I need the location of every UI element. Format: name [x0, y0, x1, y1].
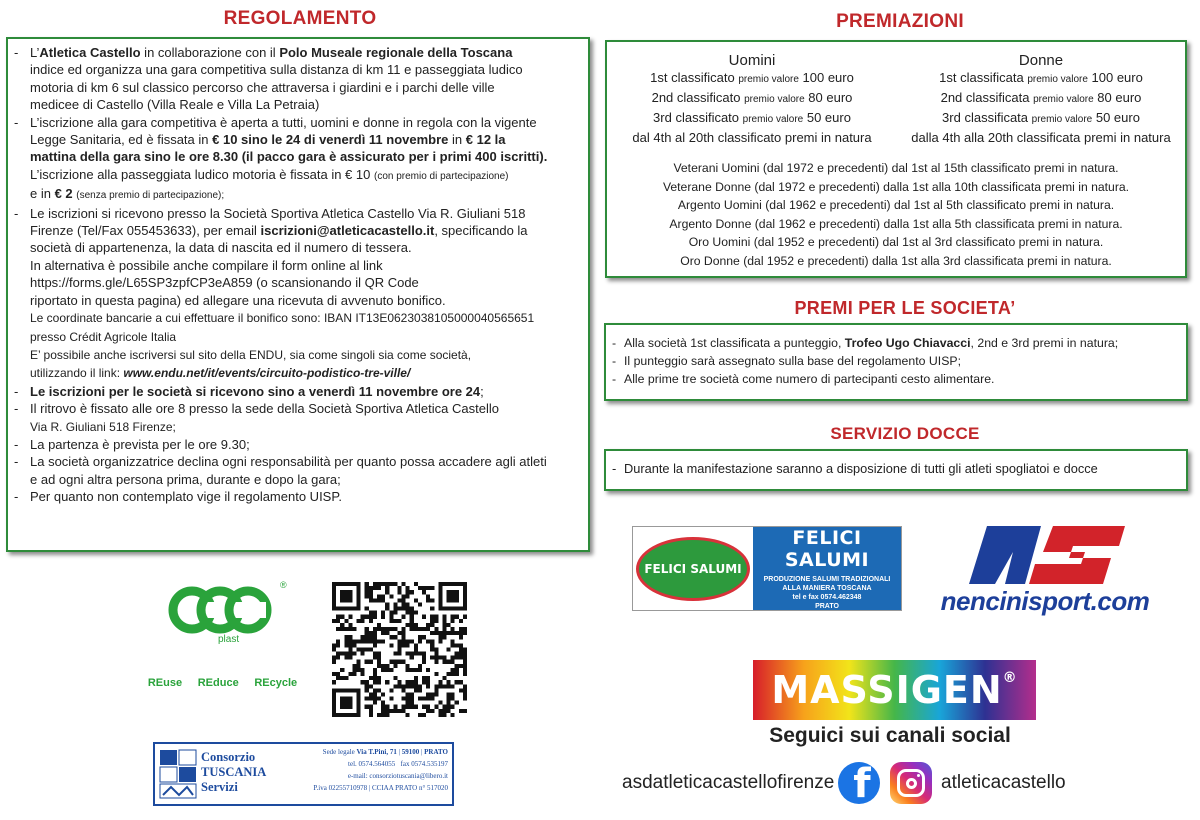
consorzio-cap: 59100 [401, 748, 420, 756]
regolamento-line [30, 205, 588, 222]
text-segment: 100 euro [1087, 70, 1143, 85]
text-segment: , specificando la [434, 223, 528, 239]
text-segment: 3rd classificato [653, 110, 743, 125]
nencini-mark-text [925, 522, 926, 523]
felici-oval-area [633, 527, 753, 610]
regolamento-item [8, 44, 588, 114]
text-segment: (senza premio di partecipazione); [76, 190, 225, 202]
text-segment: (con premio di partecipazione) [373, 170, 509, 182]
docce-box [604, 449, 1188, 491]
regolamento-item [8, 488, 588, 505]
consorzio-email: e-mail: consorziotuscania@libero.it [347, 772, 448, 780]
categoria-row: Veterani Uomini (dal 1972 e precedenti) dal 1st al 15th classificato premi in natura. [673, 161, 1119, 175]
text-segment: 2nd classificato [651, 90, 745, 105]
qr-code[interactable] [332, 582, 467, 717]
text-segment: società di appartenenza, la data di nascita ed il numero di tessera. [30, 240, 412, 256]
regolamento-item [8, 383, 588, 400]
text-segment: www.endu.net/it/events/circuito-podistico-tre-ville/ [123, 366, 411, 381]
felici-line-1: PRODUZIONE SALUMI TRADIZIONALI [763, 575, 891, 583]
text-segment: Per quanto non contemplato vige il regolamento UISP. [30, 489, 342, 505]
regolamento-line [30, 148, 588, 165]
text-segment: 3rd classificata [942, 110, 1032, 125]
categorie-list [607, 159, 1185, 270]
text-segment: utilizzando il link: [30, 366, 124, 381]
text-segment: in collaborazione con il [140, 45, 280, 60]
donne-award-row [897, 129, 1185, 147]
felici-line-2: ALLA MANIERA TOSCANA [782, 584, 872, 592]
regolamento-line [30, 418, 588, 436]
text-segment: dalla 4th alla 20th classificata premi in natura [911, 130, 1171, 145]
text-segment: 80 euro [1093, 90, 1142, 105]
text-segment: e ad ogni altra persona prima, durante e dopo la gara; [30, 471, 341, 487]
text-segment: ; [480, 383, 484, 399]
instagram-icon[interactable] [890, 762, 932, 804]
docce-text: - Durante la manifestazione saranno a disposizione di tutti gli atleti spogliatoi e docce [606, 460, 1186, 478]
nencini-logo [925, 522, 1165, 618]
uomini-award-row [607, 69, 897, 89]
text-segment: Alle prime tre società come numero di partecipanti cesto alimentare. [624, 372, 995, 386]
donne-award-row [897, 109, 1185, 129]
consorzio-mark [155, 744, 201, 804]
docce-title: SERVIZIO DOCCE [830, 424, 980, 443]
text-segment: dal 4th al 20th classificato premi in natura [632, 130, 872, 145]
regolamento-line [30, 383, 588, 400]
regolamento-title: REGOLAMENTO [223, 8, 377, 29]
uomini-column [607, 52, 897, 147]
regolamento-line [30, 222, 588, 239]
text-segment: In alternativa è possibile anche compilare il form online al link [30, 257, 383, 273]
felici-tel: tel e fax 0574.462348 [792, 593, 862, 601]
text-segment: e in [30, 186, 55, 202]
consorzio-name [201, 744, 301, 804]
text-segment: 50 euro [803, 110, 851, 125]
felici-name: FELICI SALUMI [784, 526, 870, 571]
text-segment: in [448, 132, 466, 148]
text-segment: Le coordinate bancarie a cui effettuare il bonifico sono: IBAN IT13E0623038105000040565651 [30, 311, 535, 326]
premiazioni-title: PREMIAZIONI [836, 11, 964, 32]
regolamento-line [30, 44, 588, 61]
text-segment: premio valore [742, 114, 804, 125]
consorzio-cciaa: CCIAA PRATO n° 517020 [372, 784, 448, 792]
text-segment: 2nd classificata [940, 90, 1034, 105]
text-segment: Le iscrizioni per le società si ricevono sino a venerdì 11 novembre ore 24 [30, 383, 481, 399]
felici-oval-logo: FELICI SALUMI [636, 537, 750, 601]
text-segment: Trofeo Ugo Chiavacci [844, 336, 971, 350]
capp-tags [140, 677, 305, 689]
text-segment: presso Crédit Agricole Italia [30, 329, 177, 344]
donne-award-row [897, 89, 1185, 109]
text-segment: E’ possibile anche iscriversi sul sito della ENDU, sia come singoli sia come società, [30, 347, 472, 362]
text-segment: Il punteggio sarà assegnato sulla base del regolamento UISP; [624, 354, 962, 368]
regolamento-line [30, 436, 588, 453]
docce-list [606, 460, 1186, 478]
text-segment: mattina della gara sino le ore 8.30 (il pacco gara è assicurato per i primi 400 iscritti). [30, 149, 548, 165]
massigen-reg: ® [1002, 670, 1018, 686]
uomini-award-row [607, 89, 897, 109]
facebook-handle[interactable]: asdatleticacastellofirenze [622, 772, 835, 793]
regolamento-line [30, 61, 588, 78]
instagram-handle[interactable]: atleticacastello [941, 772, 1066, 793]
regolamento-item [8, 114, 588, 205]
regolamento-line [30, 292, 588, 309]
regolamento-line [30, 309, 588, 327]
capp-tag: REduce [197, 677, 239, 689]
premiazioni-box [605, 40, 1187, 278]
text-segment: iscrizioni@atleticacastello.it [260, 223, 435, 239]
text-segment: 1st classificato [650, 70, 739, 85]
text-segment: premio valore [744, 94, 805, 105]
donne-heading: Donne [1018, 52, 1064, 69]
text-segment: € 10 sino le 24 di venerdì 11 novembre [212, 132, 449, 148]
consorzio-name-3: Servizi [201, 780, 238, 794]
regolamento-line [30, 239, 588, 256]
premi-societa-list [606, 334, 1186, 388]
consorzio-fax: fax 0574.535197 [400, 760, 448, 768]
text-segment: 50 euro [1092, 110, 1140, 125]
text-segment: Il ritrovo è fissato alle ore 8 presso la sede della Società Sportiva Atletica Castello [30, 401, 499, 417]
regolamento-line [30, 471, 588, 488]
social-heading: Seguici sui canali social [769, 724, 1011, 747]
regolamento-line [30, 96, 588, 113]
text-segment: La partenza è prevista per le ore 9.30; [30, 436, 250, 452]
regolamento-line [30, 328, 588, 346]
donne-column [897, 52, 1185, 147]
uomini-rows [607, 69, 897, 147]
text-segment: 80 euro [804, 90, 853, 105]
nencini-text: nencinisport.com [940, 586, 1150, 616]
text-segment: L’iscrizione alla gara competitiva è aperta a tutti, uomini e donne in regola con la vigente [30, 114, 537, 130]
regolamento-line [30, 274, 588, 291]
consorzio-piva: P.iva 02255710978 [313, 784, 368, 792]
text-segment: premio valore [1033, 94, 1094, 105]
text-segment: indice ed organizza una gara competitiva sulla distanza di km 11 e passeggiata ludico [30, 62, 523, 78]
text-segment: L’iscrizione alla passeggiata ludico motoria è fissata in € 10 [30, 166, 374, 182]
regolamento-line [30, 453, 588, 470]
regolamento-list [8, 44, 588, 506]
nencini-mark [925, 522, 1165, 588]
text-segment: 100 euro [798, 70, 854, 85]
regolamento-line [30, 346, 588, 364]
capp-logo [140, 580, 305, 695]
uomini-heading: Uomini [728, 52, 776, 69]
text-segment: € 12 la [465, 132, 506, 148]
text-segment: 1st classificata [939, 70, 1028, 85]
consorzio-tel: tel. 0574.564055 [348, 760, 396, 768]
text-segment: Polo Museale regionale della Toscana [279, 45, 513, 60]
text-segment: , 2nd e 3rd premi in natura; [970, 336, 1119, 350]
regolamento-line [30, 114, 588, 131]
categoria-row: Oro Uomini (dal 1952 e precedenti) dal 1st al 3rd classificato premi in natura. [688, 235, 1104, 249]
categoria-row: Veterane Donne (dal 1972 e precedenti) dalla 1st alla 10th classificata premi in natura. [662, 179, 1130, 194]
capp-tag: REcycle [254, 677, 298, 689]
text-segment: riportato in questa pagina) ed allegare una ricevuta di avvenuto bonifico. [30, 292, 446, 308]
categoria-row: Oro Donne (dal 1952 e precedenti) dalla 1st alla 3rd classificata premi in natura. [680, 253, 1112, 268]
capp-reg: ® [280, 580, 287, 590]
regolamento-line [30, 257, 588, 274]
donne-award-row [897, 69, 1185, 89]
capp-tag: REuse [147, 677, 183, 689]
text-segment: Firenze (Tel/Fax 055453633), per email [30, 223, 261, 239]
text-segment: premio valore [1031, 114, 1093, 125]
premi-societa-title: PREMI PER LE SOCIETA’ [794, 298, 1016, 318]
consorzio-name-2: TUSCANIA [201, 765, 267, 779]
regolamento-box [6, 37, 590, 552]
donne-rows [897, 69, 1185, 147]
text-segment: Legge Sanitaria, ed è fissata in [30, 132, 213, 148]
text-segment: premio valore [738, 74, 799, 85]
massigen-name: MASSIGEN [771, 668, 1003, 712]
uomini-award-row [607, 109, 897, 129]
text-segment: € 2 [54, 186, 73, 202]
text-segment: https://forms.gle/L65SP3zpfCP3eA859 (o scansionando il QR Code [30, 275, 419, 291]
text-segment: motoria di km 6 sul classico percorso che attraversa i giardini e i parchi delle ville [30, 79, 495, 95]
felici-city: PRATO [815, 602, 839, 610]
text-segment: L’ [30, 45, 40, 60]
regolamento-item [8, 400, 588, 436]
consorzio-sede-label: Sede legale [322, 748, 355, 756]
uomini-award-row [607, 129, 897, 147]
text-segment: Le iscrizioni si ricevono presso la Società Sportiva Atletica Castello Via R. Giuliani 518 [30, 205, 526, 221]
consorzio-tuscania-logo [153, 742, 454, 806]
consorzio-sede: Via T.Pini, 71 [356, 748, 397, 756]
consorzio-details: Sede legale Via T.Pini, 71 | 59100 | PRATO tel. 0574.564055 fax 0574.535197 e-mail: consorziotuscania@libero.it P.iva 02255710978 | CCIAA PRATO n° 517020 [301, 744, 452, 804]
premi-societa-box [604, 323, 1188, 401]
text-segment: Atletica Castello [39, 45, 141, 60]
text-segment: Alla società 1st classificata a punteggio, [624, 336, 845, 350]
facebook-icon[interactable]: f [838, 762, 880, 804]
capp-sub: plast [218, 634, 240, 645]
regolamento-line [30, 364, 588, 382]
regolamento-line [30, 488, 588, 505]
massigen-logo [753, 660, 1036, 720]
capp-name [192, 580, 195, 581]
categoria-row: Argento Donne (dal 1962 e precedenti) dalla 1st alla 5th classificata premi in natura. [669, 216, 1123, 231]
regolamento-item [8, 436, 588, 453]
categoria-row: Argento Uomini (dal 1962 e precedenti) dal 1st al 5th classificato premi in natura. [677, 198, 1115, 212]
regolamento-item [8, 205, 588, 383]
text-segment: medicee di Castello (Villa Reale e Villa La Petraia) [30, 97, 320, 113]
regolamento-item [8, 453, 588, 488]
text-segment: premio valore [1027, 74, 1088, 85]
text-segment: La società organizzatrice declina ogni responsabilità per quanto possa accadere agli atleti [30, 454, 547, 470]
regolamento-line [30, 400, 588, 417]
felici-salumi-logo [632, 526, 902, 611]
felici-info [753, 527, 901, 610]
regolamento-line [30, 131, 588, 148]
consorzio-name-1: Consorzio [201, 750, 256, 764]
consorzio-city: PRATO [424, 748, 448, 756]
premi-societa-item [606, 334, 1186, 352]
text-segment: Via R. Giuliani 518 Firenze; [30, 419, 176, 434]
regolamento-line [30, 166, 588, 185]
premi-societa-item [606, 370, 1186, 388]
regolamento-line [30, 185, 588, 204]
regolamento-line [30, 79, 588, 96]
premi-societa-item [606, 352, 1186, 370]
